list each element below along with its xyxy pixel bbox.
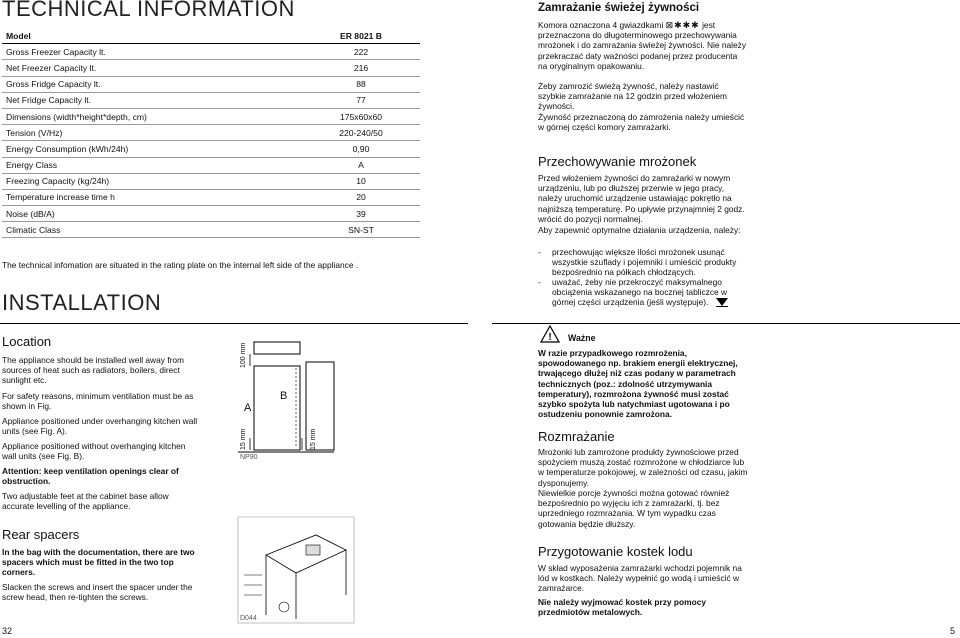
warning-heading: Ważne <box>568 333 596 343</box>
location-attention: Attention: keep ventilation openings clear of obstruction. <box>2 466 179 487</box>
label-100mm: 100 mm <box>240 342 247 368</box>
page-number-left: 32 <box>2 626 13 636</box>
spec-label: Freezing Capacity (kg/24h) <box>2 173 302 189</box>
location-p6: Two adjustable feet at the cabinet base allow accurate levelling of the appliance. <box>2 491 169 512</box>
location-p4: Appliance positioned without overhanging kitchen wall units (see Fig. B). <box>2 441 186 462</box>
spec-row <box>2 76 420 92</box>
spec-value: 77 <box>302 92 420 108</box>
spec-value: 175x60x60 <box>302 108 420 124</box>
spec-label: Temperature increase time h <box>2 189 302 205</box>
spec-table <box>2 28 420 238</box>
spec-header-label: Model <box>2 28 302 44</box>
spec-value: 220-240/50 <box>302 125 420 141</box>
spacers-p1: In the bag with the documentation, there are two spacers which must be fitted in the two top corners. <box>2 547 195 578</box>
label-fig-a: A <box>244 402 252 414</box>
ventilation-figure <box>236 340 336 460</box>
label-fig-b: B <box>280 390 288 402</box>
figure-code: NP90 <box>240 454 258 461</box>
spec-row <box>2 60 420 76</box>
warning-text: W razie przypadkowego rozmrożenia, spowodowanego np. brakiem energii elektrycznej, trwającego dłużej niż czas podany w parametrach technicznych (poz.: zdolność utrzymywania temperatury), rozmrożona żywność musi zostać szybko spożyta lub natychmiast ugotowana i po ostudzeniu ponownie zamrożona. <box>538 348 738 420</box>
spec-value: 222 <box>302 44 420 60</box>
label-15mm-b: 15 mm <box>310 428 317 450</box>
spec-row <box>2 173 420 189</box>
spec-label: Energy Consumption (kWh/24h) <box>2 141 302 157</box>
location-heading: Location <box>2 334 52 349</box>
spec-value: 88 <box>302 76 420 92</box>
installation-title: INSTALLATION <box>2 290 162 315</box>
defrost-heading: Rozmrażanie <box>538 429 615 444</box>
spec-label: Noise (dB/A) <box>2 206 302 222</box>
right-section-rule <box>492 323 960 324</box>
storage-heading: Przechowywanie mrożonek <box>538 154 697 169</box>
spec-row <box>2 222 420 238</box>
ice-p1: W skład wyposażenia zamrażarki wchodzi pojemnik na lód w kostkach. Należy wypełnić go wodą i umieścić w zamrażarce. <box>538 563 742 594</box>
location-p3: Appliance positioned under overhanging kitchen wall units (see Fig. A). <box>2 416 198 437</box>
freezing-p1b: jest przeznaczona do długoterminowego przechowywania mrożonek i do zamrażania świeżej żywności. Nie należy przekraczać daty ważności podanej przez producenta na oryginalnym opakowaniu. <box>538 20 747 71</box>
spacer-illustration <box>236 515 356 625</box>
four-star-icon: ⊠✱✱✱ <box>665 20 700 30</box>
spec-label: Gross Fridge Capacity lt. <box>2 76 302 92</box>
spec-label: Tension (V/Hz) <box>2 125 302 141</box>
page-number-right: 5 <box>950 626 956 636</box>
freezing-p2: Żeby zamrozić świeżą żywność, należy nastawić szybkie zamrażanie na 12 godzin przed włożeniem żywności. <box>538 81 728 112</box>
spec-label: Net Freezer Capacity lt. <box>2 60 302 76</box>
storage-bullet-1 <box>538 247 748 278</box>
defrost-p2: Niewielkie porcje żywności można gotować również bezpośrednio po wyjęciu ich z zamrażarki, tj. bez uprzedniego rozmrażania. W tym wypadku czas gotowania będzie dłuższy. <box>538 488 730 529</box>
spec-row <box>2 189 420 205</box>
ice-p2: Nie należy wyjmować kostek przy pomocy przedmiotów metalowych. <box>538 597 707 618</box>
spec-row <box>2 141 420 157</box>
spec-value: 0,90 <box>302 141 420 157</box>
defrost-p1: Mrożonki lub zamrożone produkty żywnościowe przed spożyciem muszą zostać rozmrożone w chłodziarce lub w temperaturze pokojowej, w zależności od czasu, jakim dysponujemy. <box>538 447 748 488</box>
freezing-p1 <box>538 20 748 71</box>
freezing-p3: Żywność przeznaczoną do zamrożenia należy umieścić w górnej części komory zamrażarki. <box>538 112 745 133</box>
spec-value: 10 <box>302 173 420 189</box>
svg-text:!: ! <box>548 332 552 343</box>
storage-p1: Przed włożeniem żywności do zamrażarki w nowym urządzeniu, lub po dłuższej przerwie w jego pracy, należy uruchomić urządzenie ustawiając pokrętło na najniższą temperaturę. Po upływie przynajmniej 2 godz. wrócić do pozycji normalnej. <box>538 173 745 224</box>
spec-label: Energy Class <box>2 157 302 173</box>
spec-value: 39 <box>302 206 420 222</box>
spacer-figure-code: D044 <box>240 615 257 622</box>
rating-note: The technical infomation are situated in the rating plate on the internal left side of the appliance . <box>2 260 359 270</box>
spacers-p2: Slacken the screws and insert the spacer under the screw head, then re-tighten the screws. <box>2 582 193 603</box>
continue-arrow-base <box>716 306 728 307</box>
warning-icon <box>540 325 560 348</box>
technical-information-title: TECHNICAL INFORMATION <box>2 0 295 21</box>
label-15mm-a: 15 mm <box>240 428 247 450</box>
spacers-heading: Rear spacers <box>2 527 80 542</box>
spec-value: A <box>302 157 420 173</box>
spec-label: Dimensions (width*height*depth, cm) <box>2 108 302 124</box>
storage-bullet-1-text: przechowując większe ilości mrożonek usunąć wszystkie szuflady i pojemniki i umieścić produkty bezpośrednio na półkach chłodzących. <box>552 247 737 278</box>
spec-row <box>2 44 420 60</box>
storage-p2: Aby zapewnić optymalne działania urządzenia, należy: <box>538 225 741 235</box>
spec-row <box>2 157 420 173</box>
spec-label: Climatic Class <box>2 222 302 238</box>
spec-row <box>2 206 420 222</box>
installation-rule <box>0 323 468 324</box>
spec-value: SN-ST <box>302 222 420 238</box>
location-p1: The appliance should be installed well away from sources of heat such as radiators, boilers, direct sunlight etc. <box>2 355 185 386</box>
freezing-p1a: Komora oznaczona 4 gwiazdkami <box>538 20 664 30</box>
continue-arrow-icon <box>716 298 728 306</box>
spec-value: 216 <box>302 60 420 76</box>
storage-bullet-2-text: uważać, żeby nie przekroczyć maksymalnego obciążenia wskazanego na bocznej tabliczce w górnej części urządzenia (jeśli występuje). <box>552 277 728 308</box>
spec-value: 20 <box>302 189 420 205</box>
freezing-heading: Zamrażanie świeżej żywności <box>538 2 700 14</box>
spec-label: Net Fridge Capacity lt. <box>2 92 302 108</box>
spec-row <box>2 125 420 141</box>
spec-header-model: ER 8021 B <box>302 28 420 44</box>
bullet-dash: - <box>538 277 541 287</box>
spec-row <box>2 108 420 124</box>
spec-header-row <box>2 28 420 44</box>
ice-heading: Przygotowanie kostek lodu <box>538 544 693 559</box>
spec-row <box>2 92 420 108</box>
spacer-drawing <box>236 515 356 625</box>
location-p2: For safety reasons, minimum ventilation must be as shown in Fig. <box>2 391 194 412</box>
bullet-dash: - <box>538 247 541 257</box>
spec-label: Gross Freezer Capacity lt. <box>2 44 302 60</box>
